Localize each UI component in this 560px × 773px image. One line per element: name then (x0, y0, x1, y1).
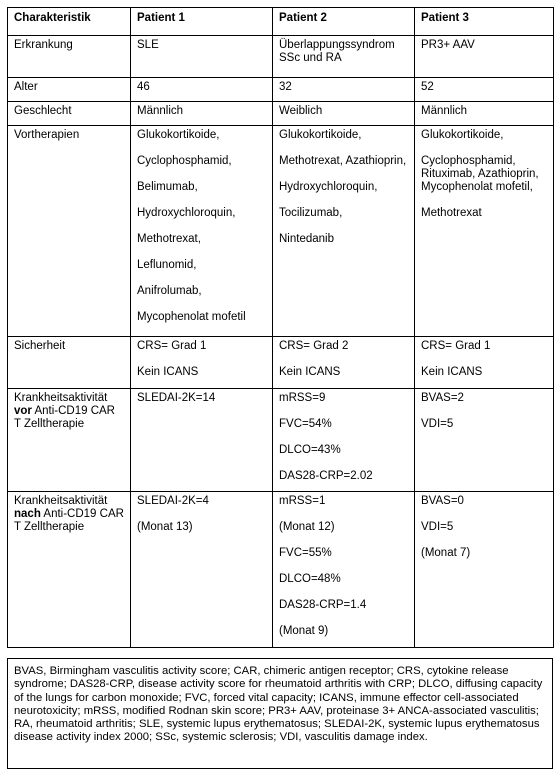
abbreviations-footnote: BVAS, Birmingham vasculitis activity score; CAR, chimeric antigen receptor; CRS, cytokine release syndrome; DAS28-CRP, disease activity score for rheumatoid arthritis with CRP; DLCO, diffusing capacity of the lungs for carbon monoxide; FVC, forced vital capacity; ICANS, immune effector cell-associated neurotoxicity; mRSS, modified Rodnan skin score; PR3+ AAV, proteinase 3+ ANCA-associated vasculitis; RA, rheumatoid arthritis; SLE, systemic lupus erythematosus; SLEDAI-2K, systemic lupus erythematosus disease activity index 2000; SSc, systemic sclerosis; VDI, vasculitis damage index. (7, 658, 553, 769)
cell-line: (Monat 7) (421, 547, 471, 559)
cell-patient-1 (131, 78, 273, 102)
cell-line: Belimumab, (137, 181, 198, 193)
cell-line: FVC=55% (279, 547, 332, 559)
cell-line: PR3+ AAV (421, 39, 475, 51)
cell-patient-3 (415, 36, 554, 78)
cell-line: Kein ICANS (279, 366, 341, 378)
cell-line: 52 (421, 81, 434, 93)
cell-line: Leflunomid, (137, 259, 197, 271)
cell-patient-3 (415, 337, 554, 389)
cell-line: Methotrexat (421, 207, 482, 219)
cell-patient-3 (415, 78, 554, 102)
label-bold: nach (14, 508, 41, 520)
cell-line: CRS= Grad 2 (279, 340, 349, 352)
label-post: Anti-CD19 CAR T Zelltherapie (14, 508, 124, 533)
cell-line: VDI=5 (421, 521, 454, 533)
cell-line: Mycophenolat mofetil (137, 311, 246, 323)
row-label: Alter (8, 78, 131, 102)
cell-line: (Monat 12) (279, 521, 335, 533)
cell-line: (Monat 9) (279, 625, 329, 637)
cell-line: VDI=5 (421, 418, 454, 430)
cell-line: Nintedanib (279, 233, 334, 245)
cell-line: Männlich (137, 105, 184, 117)
cell-patient-1 (131, 36, 273, 78)
cell-line: Cyclophosphamid, (137, 155, 232, 167)
row-sicherheit (8, 337, 554, 389)
label-bold: vor (14, 405, 32, 417)
cell-patient-2 (273, 78, 415, 102)
cell-line: CRS= Grad 1 (137, 340, 207, 352)
cell-line: DAS28-CRP=1.4 (279, 599, 367, 611)
row-label: Geschlecht (8, 102, 131, 126)
cell-patient-1 (131, 102, 273, 126)
cell-line: (Monat 13) (137, 521, 193, 533)
row-alter (8, 78, 554, 102)
cell-line: DAS28-CRP=2.02 (279, 470, 373, 482)
cell-line: Glukokortikoide, (279, 129, 362, 141)
cell-patient-2 (273, 337, 415, 389)
cell-patient-2 (273, 102, 415, 126)
cell-patient-2 (273, 126, 415, 337)
cell-line: BVAS=2 (421, 392, 464, 404)
cell-line: mRSS=1 (279, 495, 326, 507)
cell-line: Tocilizumab, (279, 207, 343, 219)
cell-line: Methotrexat, (137, 233, 201, 245)
header-patient-2: Patient 2 (273, 8, 415, 36)
cell-line: Methotrexat, Azathioprin, (279, 155, 407, 167)
row-geschlecht (8, 102, 554, 126)
cell-patient-1 (131, 337, 273, 389)
cell-line: Cyclophosphamid, Rituximab, Azathioprin, Mycophenolat mofetil, (421, 155, 539, 193)
row-aktivitaet-vor (8, 389, 554, 492)
row-label: Erkrankung (8, 36, 131, 78)
cell-line: Hydroxychloroquin, (137, 207, 236, 219)
row-erkrankung (8, 36, 554, 78)
cell-line: Glukokortikoide, (421, 129, 504, 141)
cell-line: SLEDAI-2K=4 (137, 495, 209, 507)
cell-line: Weiblich (279, 105, 323, 117)
header-characteristic: Charakteristik (8, 8, 131, 36)
cell-line: Kein ICANS (421, 366, 483, 378)
patient-characteristics-table (7, 7, 554, 648)
cell-patient-3 (415, 126, 554, 337)
cell-patient-2 (273, 492, 415, 648)
header-patient-3: Patient 3 (415, 8, 554, 36)
cell-patient-1 (131, 389, 273, 492)
cell-line: Männlich (421, 105, 468, 117)
cell-line: SLE (137, 39, 159, 51)
cell-line: 32 (279, 81, 292, 93)
row-label (8, 389, 131, 492)
cell-line: Anifrolumab, (137, 285, 202, 297)
label-post: Anti-CD19 CAR T Zelltherapie (14, 405, 115, 430)
header-patient-1: Patient 1 (131, 8, 273, 36)
cell-line: DLCO=48% (279, 573, 341, 585)
cell-line: Glukokortikoide, (137, 129, 220, 141)
cell-patient-2 (273, 36, 415, 78)
cell-patient-1 (131, 492, 273, 648)
cell-line: BVAS=0 (421, 495, 464, 507)
cell-line: Hydroxychloroquin, (279, 181, 378, 193)
label-pre: Krankheitsaktivität (14, 495, 108, 507)
cell-line: Kein ICANS (137, 366, 199, 378)
cell-patient-3 (415, 102, 554, 126)
cell-line: FVC=54% (279, 418, 332, 430)
header-row (8, 8, 554, 36)
cell-line: CRS= Grad 1 (421, 340, 491, 352)
row-label (8, 492, 131, 648)
cell-patient-3 (415, 389, 554, 492)
cell-line: DLCO=43% (279, 444, 341, 456)
cell-line: Überlappungssyndrom SSc und RA (279, 39, 395, 64)
row-label: Vortherapien (8, 126, 131, 337)
cell-patient-2 (273, 389, 415, 492)
row-label: Sicherheit (8, 337, 131, 389)
cell-line: 46 (137, 81, 150, 93)
cell-line: SLEDAI-2K=14 (137, 392, 216, 404)
row-aktivitaet-nach (8, 492, 554, 648)
row-vortherapien (8, 126, 554, 337)
cell-line: mRSS=9 (279, 392, 326, 404)
label-pre: Krankheitsaktivität (14, 392, 108, 404)
cell-patient-3 (415, 492, 554, 648)
cell-patient-1 (131, 126, 273, 337)
